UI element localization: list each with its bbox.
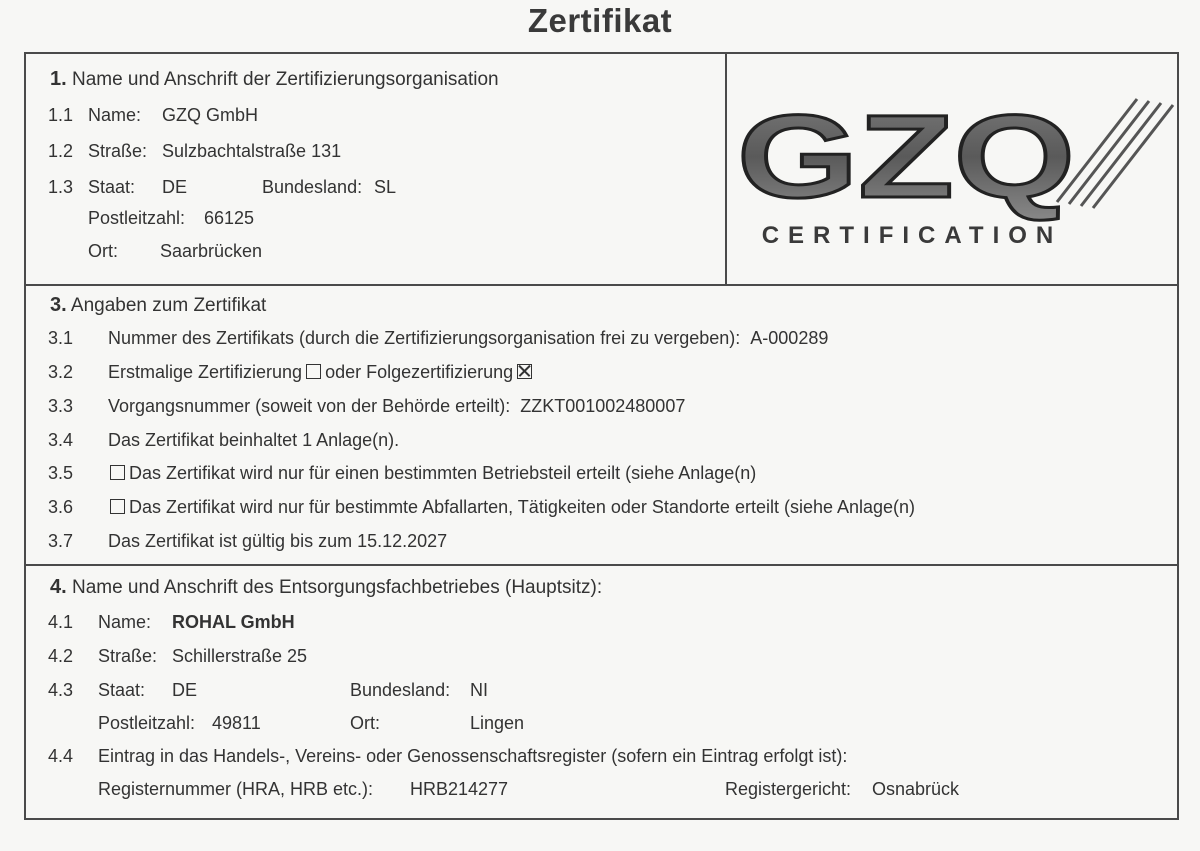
certificate-number-label: Nummer des Zertifikats (durch die Zertifizierungsorganisation frei zu vergeben):	[108, 328, 741, 348]
follow-up-certification-checkbox[interactable]	[517, 364, 532, 379]
company-city-label: Ort:	[350, 713, 380, 733]
initial-certification-label: Erstmalige Zertifizierung	[108, 362, 303, 382]
company-name-value: ROHAL GmbH	[172, 612, 295, 632]
initial-certification-checkbox[interactable]	[306, 364, 321, 379]
certificate-title: Zertifikat	[527, 2, 673, 39]
section3-number: 3.	[50, 294, 67, 316]
section-certification-organisation	[26, 54, 727, 284]
company-country-label: Staat:	[98, 680, 146, 700]
org-city-value: Saarbrücken	[160, 241, 263, 261]
row-1-3-number: 1.3	[48, 177, 74, 197]
section4-heading-text: Name und Anschrift des Entsorgungsfachbetriebes (Hauptsitz):	[71, 577, 603, 598]
waste-types-text: Das Zertifikat wird nur für bestimmte Abfallarten, Tätigkeiten oder Standorte erteilt (siehe Anlage(n)	[129, 497, 916, 517]
company-street-label: Straße:	[98, 646, 158, 666]
org-state-label: Bundesland:	[262, 177, 363, 197]
waste-types-row	[106, 497, 915, 518]
org-state-value: SL	[374, 177, 397, 197]
row-3-1-number: 3.1	[48, 328, 74, 348]
company-state-value: NI	[470, 680, 488, 700]
section4-number: 4.	[50, 576, 67, 598]
company-country-value: DE	[172, 680, 198, 700]
logo-letters: GZQ	[737, 91, 1075, 223]
procedure-number-row	[108, 396, 685, 417]
certificate-number-value: A-000289	[750, 328, 829, 348]
row-1-1-number: 1.1	[48, 105, 74, 125]
attachments-text: Das Zertifikat beinhaltet 1 Anlage(n).	[108, 430, 400, 450]
register-number-label: Registernummer (HRA, HRB etc.):	[98, 779, 374, 799]
section-waste-management-company	[26, 564, 1177, 818]
section4-heading	[50, 576, 602, 599]
org-postcode-label: Postleitzahl:	[88, 208, 186, 228]
company-postcode-value: 49811	[212, 713, 261, 733]
org-name-label: Name:	[88, 105, 142, 125]
company-state-label: Bundesland:	[350, 680, 451, 700]
company-city-value: Lingen	[470, 713, 525, 733]
row-3-6-number: 3.6	[48, 497, 74, 517]
row-3-7-number: 3.7	[48, 531, 74, 551]
section1-number: 1.	[50, 68, 67, 90]
section3-heading	[50, 294, 266, 317]
register-entry-text: Eintrag in das Handels-, Vereins- oder Genossenschaftsregister (sofern ein Eintrag erfolgt ist):	[98, 746, 848, 766]
org-name-value: GZQ GmbH	[162, 105, 259, 125]
row-4-1-number: 4.1	[48, 612, 74, 632]
row-1-2-number: 1.2	[48, 141, 74, 161]
waste-types-checkbox[interactable]	[110, 499, 125, 514]
section1-heading	[50, 68, 499, 91]
org-street-label: Straße:	[88, 141, 148, 161]
company-street-value: Schillerstraße 25	[172, 646, 308, 666]
org-country-value: DE	[162, 177, 188, 197]
org-street-value: Sulzbachtalstraße 131	[162, 141, 342, 161]
procedure-number-label: Vorgangsnummer (soweit von der Behörde erteilt):	[108, 396, 511, 416]
company-postcode-label: Postleitzahl:	[98, 713, 196, 733]
row-4-2-number: 4.2	[48, 646, 74, 666]
row-4-4-number: 4.4	[48, 746, 74, 766]
follow-up-certification-label: oder Folgezertifizierung	[325, 362, 514, 382]
certificate-number-row	[108, 328, 828, 349]
business-unit-text: Das Zertifikat wird nur für einen bestimmten Betriebsteil erteilt (siehe Anlage(n)	[129, 463, 757, 483]
row-3-4-number: 3.4	[48, 430, 74, 450]
certificate-frame	[24, 52, 1179, 820]
row-4-3-number: 4.3	[48, 680, 74, 700]
gzq-logo	[727, 54, 1177, 284]
register-number-value: HRB214277	[410, 779, 509, 799]
row-3-5-number: 3.5	[48, 463, 74, 483]
certification-type-row	[108, 362, 536, 383]
business-unit-checkbox[interactable]	[110, 465, 125, 480]
validity-text: Das Zertifikat ist gültig bis zum 15.12.2027	[108, 531, 448, 551]
row-3-2-number: 3.2	[48, 362, 74, 382]
logo-certification-text: CERTIFICATION	[761, 222, 1063, 249]
org-city-label: Ort:	[88, 241, 118, 261]
section3-heading-text: Angaben zum Zertifikat	[70, 295, 267, 316]
company-name-label: Name:	[98, 612, 152, 632]
register-court-value: Osnabrück	[872, 779, 960, 799]
section1-heading-text: Name und Anschrift der Zertifizierungsorganisation	[71, 69, 499, 90]
procedure-number-value: ZZKT001002480007	[520, 396, 686, 416]
org-country-label: Staat:	[88, 177, 136, 197]
section-certificate-details	[26, 284, 1177, 564]
business-unit-row	[106, 463, 756, 484]
org-postcode-value: 66125	[204, 208, 255, 228]
row-3-3-number: 3.3	[48, 396, 74, 416]
register-court-label: Registergericht:	[725, 779, 852, 799]
